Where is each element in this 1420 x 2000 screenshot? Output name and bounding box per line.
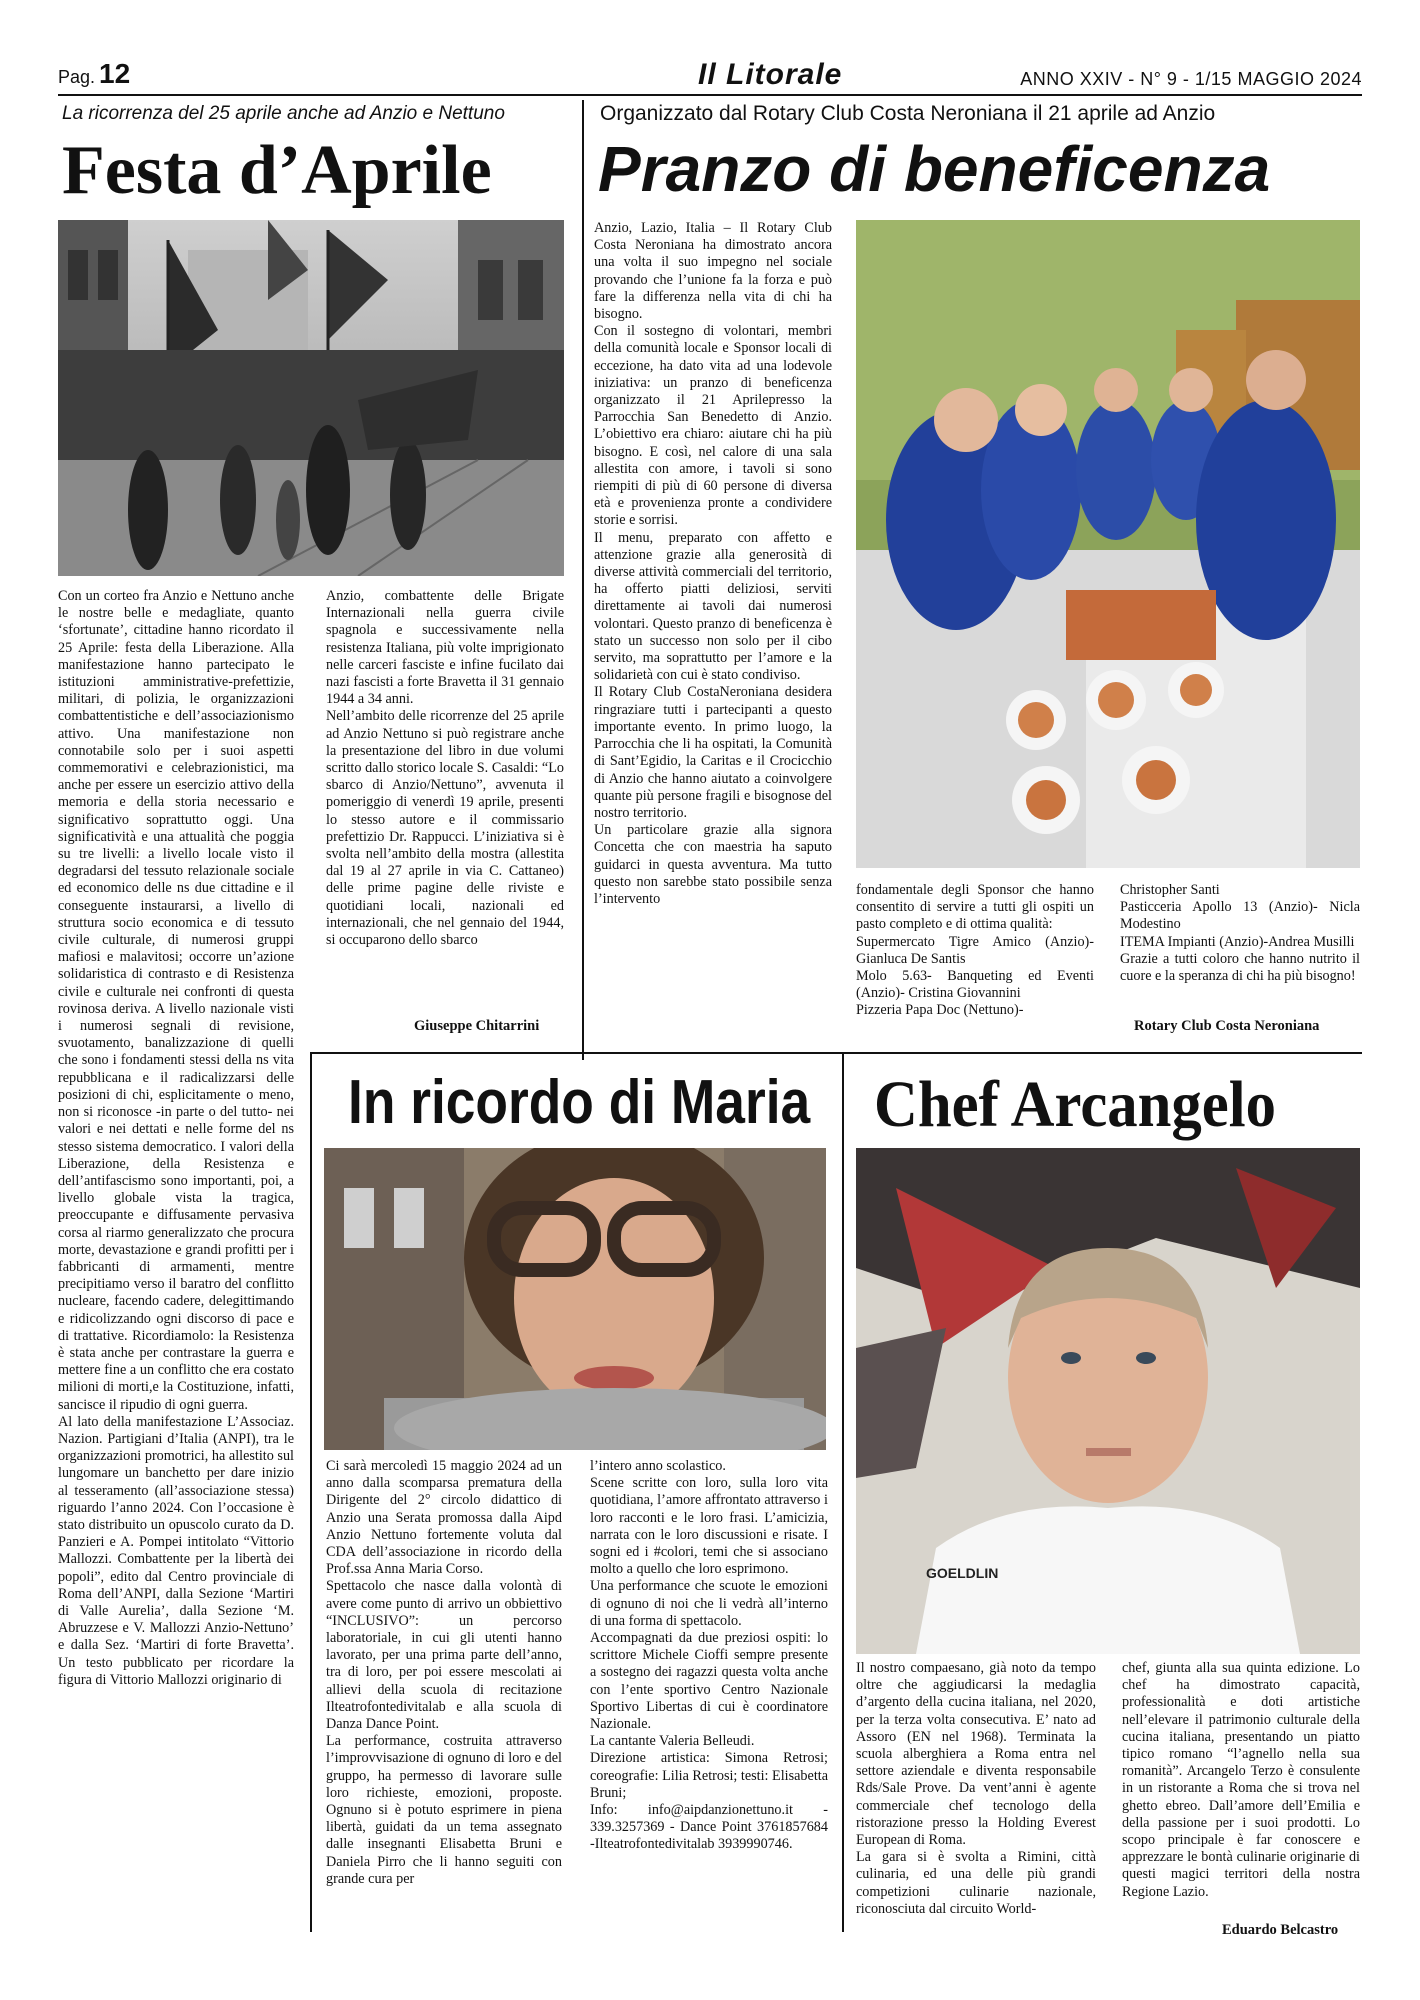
festa-signature: Giuseppe Chitarrini	[414, 1018, 540, 1034]
pranzo-column-3: Christopher Santi Pasticceria Apollo 13 (Anzio)- Nicla Modestino ITEMA Impianti (Anzio)-Andrea Musilli Grazie a tutti coloro che hanno nutrito il cuore e la speranza di chi ha più bisogno!	[1120, 882, 1360, 985]
section-divider	[310, 1052, 1362, 1054]
pranzo-signature: Rotary Club Costa Neroniana	[1134, 1018, 1320, 1034]
chef-jacket-logo: GOELDLIN	[926, 1565, 999, 1581]
pranzo-kicker: Organizzato dal Rotary Club Costa Neroniana il 21 aprile ad Anzio	[600, 102, 1216, 125]
festa-headline: Festa d’Aprile	[62, 132, 492, 209]
column-divider	[310, 1052, 312, 1932]
festa-column-1: Con un corteo fra Anzio e Nettuno anche le nostre belle e medagliate, quanto ‘sfortunate’, cittadine hanno ricordato il 25 Aprile: festa della Liberazione. Alla manifestazione hanno partecipato le istituzioni amministrative-prefettizie, militari, di polizia, le organizzazioni combattentistiche e dell’associazionismo attivo. Una manifestazione non connotabile solo per i suoi aspetti commemorativi e celebrazionistici, ma anche per essere un esercizio attivo della memoria e della storia necessario e significativo soprattutto oggi. Una significatività e una attualità che poggia su tre livelli: a livello locale visto il degradarsi del tessuto relazionale sociale ed economico delle ns due cittadine e il conseguente instaurarsi, a livello di struttura socio economica e di tessuto civile culturale, di numerosi gruppi mafiosi e malavitosi; occorre un’azione solidaristica di contrasto e di Resistenza civile e culturale nei confronti di questa rovinosa deriva. A livello nazionale visti i numerosi segnali di revisione, svuotamento, banalizzazione di quelli che sono i fondamenti stessi della ns vita repubblicana e il radicalizzarsi delle posizioni di chi, esplicitamente o meno, non si riconosce -in parte o del tutto- nei valori e nei dettati e nelle forme del ns stesso sistema democratico. I valori della Liberazione, della Resistenza e dell’antifascismo sono importanti, poi, a livello globale vista la tragica, preoccupante e diffusamente pervasiva corsa al riarmo generalizzato che procura morte, devastazione e grandi profitti per i fabbricanti di armamenti, mentre precipitiamo verso il baratro del conflitto nucleare, facendo cadere, delegittimando e ridicolizzando ogni discorso di pace e di trattative. Ricordiamolo: la Resistenza è stata anche per contrastare la guerra e mettere fine a un conflitto che era costato milioni di morti,e la Costituzione, infatti, sancisce il ripudio di ogni guerra. Al lato della manifestazione L’Associaz. Nazion. Partigiani d’Italia (ANPI), tra le organizzazioni promotrici, ha allestito sul lungomare un banchetto per dare inizio al tesseramento (all’associazione stessa) riguardo l’anno 2024. Con l’occasione è stato distribuito un opuscolo curato da D. Panzieri e A. Pompei intitolato “Vittorio Mallozzi. Combattente per la libertà dei popoli”, edito dal Centro provinciale di Roma dell’ANPI, dalla Sezione ‘Martiri di Valle Aurelia’, dalla Sezione ‘M. Abruzzese e V. Mallozzi Anzio-Nettuno’ e dalla Sez. ‘Martiri di forte Bravetta’. Un testo pubblicato per ricordare la figura di Vittorio Mallozzi originario di	[58, 588, 294, 1688]
pranzo-column-1: Anzio, Lazio, Italia – Il Rotary Club Costa Neroniana ha dimostrato ancora una volta il suo impegno nel sociale provando che l’unione fa la forza e può fare la differenza nella vita di chi ha bisogno. Con il sostegno di volontari, membri della comunità locale e Sponsor locali di eccezione, ha dato vita ad una lodevole iniziativa: un pranzo di beneficenza organizzato il 21 Aprilepresso la Parrocchia San Benedetto di Anzio. L’obiettivo era chiaro: aiutare chi ha più bisogno. E così, nel calore di una sala allestita con amore, i tavoli si sono riempiti di più di 60 persone di diversa età e provenienza pronte a condividere storie e sorrisi. Il menu, preparato con affetto e attenzione grazie alla generosità di diverse attività commerciali del territorio, ha offerto piatti deliziosi, serviti direttamente ai tavoli dai numerosi volontari. Questo pranzo di beneficenza è stato un successo non solo per il cibo servito, ma soprattutto per l’amore e la solidarietà con cui è stato condiviso. Il Rotary Club CostaNeroniana desidera ringraziare tutti i partecipanti a questo importante evento. In primo luogo, la Parrocchia che li ha ospitati, la Comunità di Sant’Egidio, la Caritas e il Crocicchio di Anzio che hanno aiutato a coinvolgere quante più persone fragili e bisognose del nostro territorio. Un particolare grazie alla signora Concetta che con maestria ha saputo guidarci in questa avventura. Ma tutto questo non sarebbe stato possibile senza l’intervento	[594, 220, 832, 907]
festa-kicker: La ricorrenza del 25 aprile anche ad Anzio e Nettuno	[62, 103, 505, 124]
pranzo-column-2: fondamentale degli Sponsor che hanno consentito di servire a tutti gli ospiti un pasto completo e di ottima qualità: Supermercato Tigre Amico (Anzio)- Gianluca De Santis Molo 5.63- Banqueting ed Eventi (Anzio)- Cristina Giovannini Pizzeria Papa Doc (Nettuno)-	[856, 882, 1094, 1019]
column-divider	[582, 100, 584, 1060]
chef-signature: Eduardo Belcastro	[1222, 1922, 1339, 1938]
chef-portrait-photo	[856, 1148, 1360, 1654]
maria-portrait-photo	[324, 1148, 826, 1450]
pranzo-headline: Pranzo di beneficenza	[598, 133, 1271, 205]
maria-column-2: l’intero anno scolastico. Scene scritte con loro, sulla loro vita quotidiana, l’amore affrontato attraverso i loro racconti e le loro frasi. L’amicizia, narrata con le loro discussioni e risate. I sogni ed i #colori, temi che si associano molto a quello che loro esprimono. Una performance che scuote le emozioni di ognuno di noi che li vedrà all’interno di una forma di spettacolo. Accompagnati da due preziosi ospiti: lo scrittore Michele Cioffi sempre presente a sostegno dei ragazzi questa volta anche con l’ente sportivo Centro Nazionale Sportivo Libertas di cui è coordinatore Nazionale. La cantante Valeria Belleudi. Direzione artistica: Simona Retrosi; coreografie: Lilia Retrosi; testi: Elisabetta Bruni; Info: info@aipdanzionettuno.it - 339.3257369 - Dance Point 3761857684 -Ilteatrofontedivitalab 3939990746.	[590, 1458, 828, 1853]
edition-info: ANNO XXIV - N° 9 - 1/15 MAGGIO 2024	[1020, 69, 1362, 89]
festa-column-2: Anzio, combattente delle Brigate Internazionali nella guerra civile spagnola e successivamente nella resistenza Italiana, più volte imprigionato nelle carceri fasciste e infine fucilato dai nazi fascisti a forte Bravetta il 31 gennaio 1944 a 34 anni. Nell’ambito delle ricorrenze del 25 aprile ad Anzio Nettuno si può registrare anche la presentazione del libro in due volumi scritto dallo storico locale S. Casaldi: “Lo sbarco di Anzio/Nettuno”, avvenuta il pomeriggio di venerdì 19 aprile, presenti lo stesso autore e il commissario prefettizio Dr. Rappucci. L’iniziativa si è svolta nell’ambito della mostra (allestita dal 19 al 27 aprile in via C. Cattaneo) delle prime pagine delle riviste e quotidiani locali, nazionali ed internazionali, che nel gennaio del 1944, si occuparono dello sbarco	[326, 588, 564, 949]
charity-lunch-photo	[856, 220, 1360, 868]
chef-column-2: chef, giunta alla sua quinta edizione. Lo chef ha dimostrato capacità, professionalità e doti artistiche nell’elevare il patrimonio culturale della cucina italiana, presentando un piatto tipico romano “l’agnello nella sua romanità”. Arcangelo Terzo è consulente in un ristorante a Roma che si trova nel ghetto ebreo. Dall’amore dell’Emilia e della passione per i suoi prodotti. Lo scopo principale è far conoscere e apprezzare le bontà culinarie originarie di questi magici territori della nostra Regione Lazio.	[1122, 1660, 1360, 1900]
maria-column-1: Ci sarà mercoledì 15 maggio 2024 ad un anno dalla scomparsa prematura della Dirigente del 2° circolo didattico di Anzio una Serata promossa dalla Aipd Anzio Nettuno fortemente voluta dal CDA dell’associazione in ricordo della Prof.ssa Anna Maria Corso. Spettacolo che nasce dalla volontà di avere come punto di arrivo un obbiettivo “INCLUSIVO”: un percorso laboratoriale, in cui gli utenti hanno lavorato, per una prima parte dell’anno, tra di loro, per poi essere mescolati ai allievi della scuola di recitazione Ilteatrofontedivitalab e alla scuola di Danza Dance Point. La performance, costruita attraverso l’improvvisazione di ognuno di loro e del gruppo, ha permesso di lavorare sulle loro richieste, emozioni, proposte. Ognuno si è potuto esprimere in piena libertà, guidati da un tema assegnato dalle insegnanti Elisabetta Bruni e Daniela Pirro che li hanno seguiti con grande cura per	[326, 1458, 562, 1887]
masthead-logo: Il Litorale	[698, 58, 843, 91]
page-number: Pag. 12	[58, 58, 131, 89]
column-divider	[842, 1052, 844, 1932]
liberation-march-photo	[58, 220, 564, 576]
page-header	[58, 58, 1362, 96]
maria-headline: In ricordo di Maria	[348, 1068, 811, 1137]
chef-column-1: Il nostro compaesano, già noto da tempo oltre che aggiudicarsi la medaglia d’argento della cucina italiana, nel 2020, per la terza volta consecutiva. E’ nato ad Assoro (EN nel 1968). Terminata la scuola alberghiera a Roma entra nel settore aziendale e diventa responsabile Rds/Sale Prove. Da vent’anni è agente commerciale chef tecnologo della ristorazione presso la Holding Everest European di Roma. La gara si è svolta a Rimini, città culinaria, ed una delle più grandi competizioni culinarie nazionale, riconosciuta dal circuito World-	[856, 1660, 1096, 1917]
chef-headline: Chef Arcangelo	[874, 1068, 1276, 1141]
